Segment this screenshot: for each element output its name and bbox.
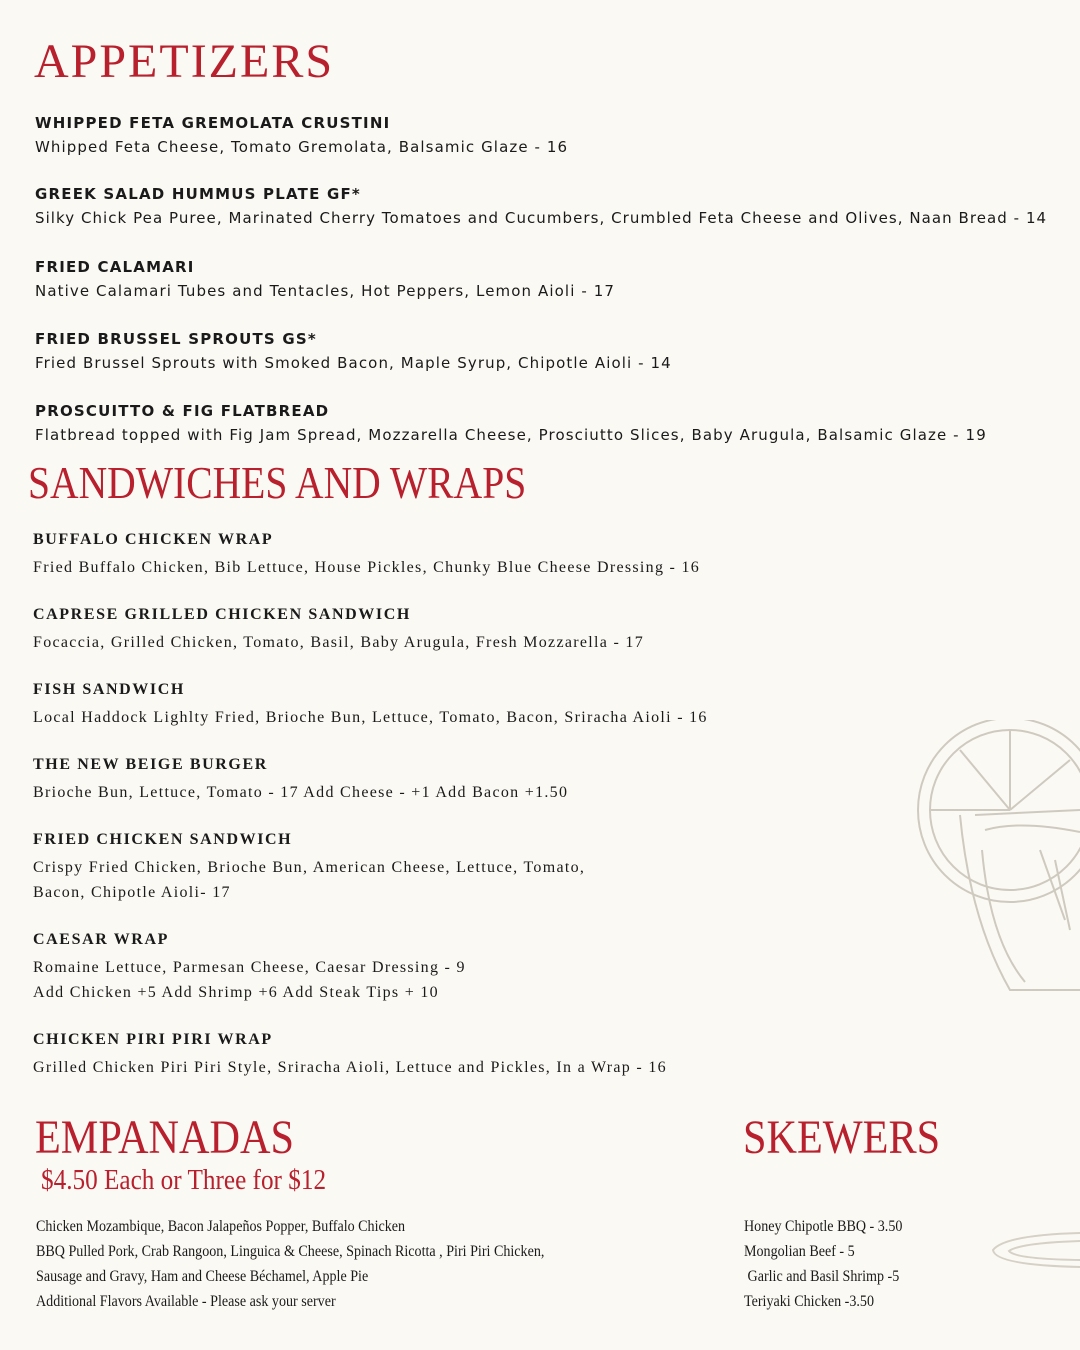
sandwich-item (33, 931, 466, 1005)
item-description: Local Haddock Lighlty Fried, Brioche Bun, Lettuce, Tomato, Bacon, Sriracha Aioli - 16 (33, 709, 708, 726)
sandwich-item (33, 1031, 667, 1080)
empanadas-flavor-line: Chicken Mozambique, Bacon Jalapeños Popper, Buffalo Chicken (36, 1218, 406, 1235)
item-description: Brioche Bun, Lettuce, Tomato - 17 Add Cheese - +1 Add Bacon +1.50 (33, 784, 569, 801)
item-name: FRIED CALAMARI (35, 258, 195, 276)
skewer-item: Garlic and Basil Shrimp -5 (744, 1268, 900, 1285)
item-name: WHIPPED FETA GREMOLATA CRUSTINI (35, 114, 391, 132)
item-description: Focaccia, Grilled Chicken, Tomato, Basil, Baby Arugula, Fresh Mozzarella - 17 (33, 634, 644, 651)
item-name: CHICKEN PIRI PIRI WRAP (33, 1031, 273, 1048)
appetizer-item (35, 185, 1047, 227)
empanadas-price: $4.50 Each or Three for $12 (41, 1165, 327, 1196)
sandwiches-heading: SANDWICHES AND WRAPS (28, 457, 527, 508)
item-description: Fried Buffalo Chicken, Bib Lettuce, House Pickles, Chunky Blue Cheese Dressing - 16 (33, 559, 701, 576)
cocktail-glass-illustration (900, 720, 1080, 1020)
appetizers-heading: APPETIZERS (34, 35, 335, 88)
item-name: CAPRESE GRILLED CHICKEN SANDWICH (33, 606, 411, 623)
skewer-item: Teriyaki Chicken -3.50 (744, 1293, 875, 1310)
appetizer-item (35, 402, 987, 444)
item-name: CAESAR WRAP (33, 931, 169, 948)
empanadas-flavor-line: Sausage and Gravy, Ham and Cheese Béchamel, Apple Pie (36, 1268, 369, 1285)
item-description: Silky Chick Pea Puree, Marinated Cherry Tomatoes and Cucumbers, Crumbled Feta Cheese and Olives, Naan Bread - 14 (35, 209, 1048, 227)
item-description: Flatbread topped with Fig Jam Spread, Mozzarella Cheese, Prosciutto Slices, Baby Arugula, Balsamic Glaze - 19 (35, 426, 987, 444)
empanadas-heading: EMPANADAS (35, 1111, 294, 1164)
empanadas-flavor-line: BBQ Pulled Pork, Crab Rangoon, Linguica & Cheese, Spinach Ricotta , Piri Piri Chicken, (36, 1243, 545, 1260)
skewers-heading: SKEWERS (743, 1111, 941, 1164)
item-name: FRIED CHICKEN SANDWICH (33, 831, 293, 848)
plate-illustration (985, 1225, 1080, 1285)
sandwich-item (33, 606, 644, 655)
sandwich-item (33, 531, 700, 580)
empanadas-note: Additional Flavors Available - Please ask your server (36, 1293, 336, 1310)
item-description: Native Calamari Tubes and Tentacles, Hot Peppers, Lemon Aioli - 17 (35, 282, 615, 300)
item-description: Grilled Chicken Piri Piri Style, Sriracha Aioli, Lettuce and Pickles, In a Wrap - 16 (33, 1059, 667, 1076)
item-name: FISH SANDWICH (33, 681, 185, 698)
appetizer-item (35, 114, 568, 156)
sandwich-item (33, 681, 708, 730)
item-name: GREEK SALAD HUMMUS PLATE GF* (35, 185, 361, 203)
item-name: THE NEW BEIGE BURGER (33, 756, 268, 773)
item-name: BUFFALO CHICKEN WRAP (33, 531, 274, 548)
item-description: Fried Brussel Sprouts with Smoked Bacon, Maple Syrup, Chipotle Aioli - 14 (35, 354, 672, 372)
appetizer-item (35, 330, 672, 372)
item-description: Whipped Feta Cheese, Tomato Gremolata, Balsamic Glaze - 16 (35, 138, 569, 156)
item-name: FRIED BRUSSEL SPROUTS GS* (35, 330, 317, 348)
sandwich-item (33, 756, 568, 805)
item-description-line-2: Add Chicken +5 Add Shrimp +6 Add Steak Tips + 10 (33, 984, 439, 1001)
skewer-item: Honey Chipotle BBQ - 3.50 (744, 1218, 903, 1235)
skewer-item: Mongolian Beef - 5 (744, 1243, 855, 1260)
item-description: Romaine Lettuce, Parmesan Cheese, Caesar Dressing - 9 (33, 959, 466, 976)
item-description-line-2: Bacon, Chipotle Aioli- 17 (33, 884, 231, 901)
item-name: PROSCUITTO & FIG FLATBREAD (35, 402, 330, 420)
sandwich-item (33, 831, 585, 905)
appetizer-item (35, 258, 615, 300)
item-description: Crispy Fried Chicken, Brioche Bun, American Cheese, Lettuce, Tomato, (33, 859, 586, 876)
